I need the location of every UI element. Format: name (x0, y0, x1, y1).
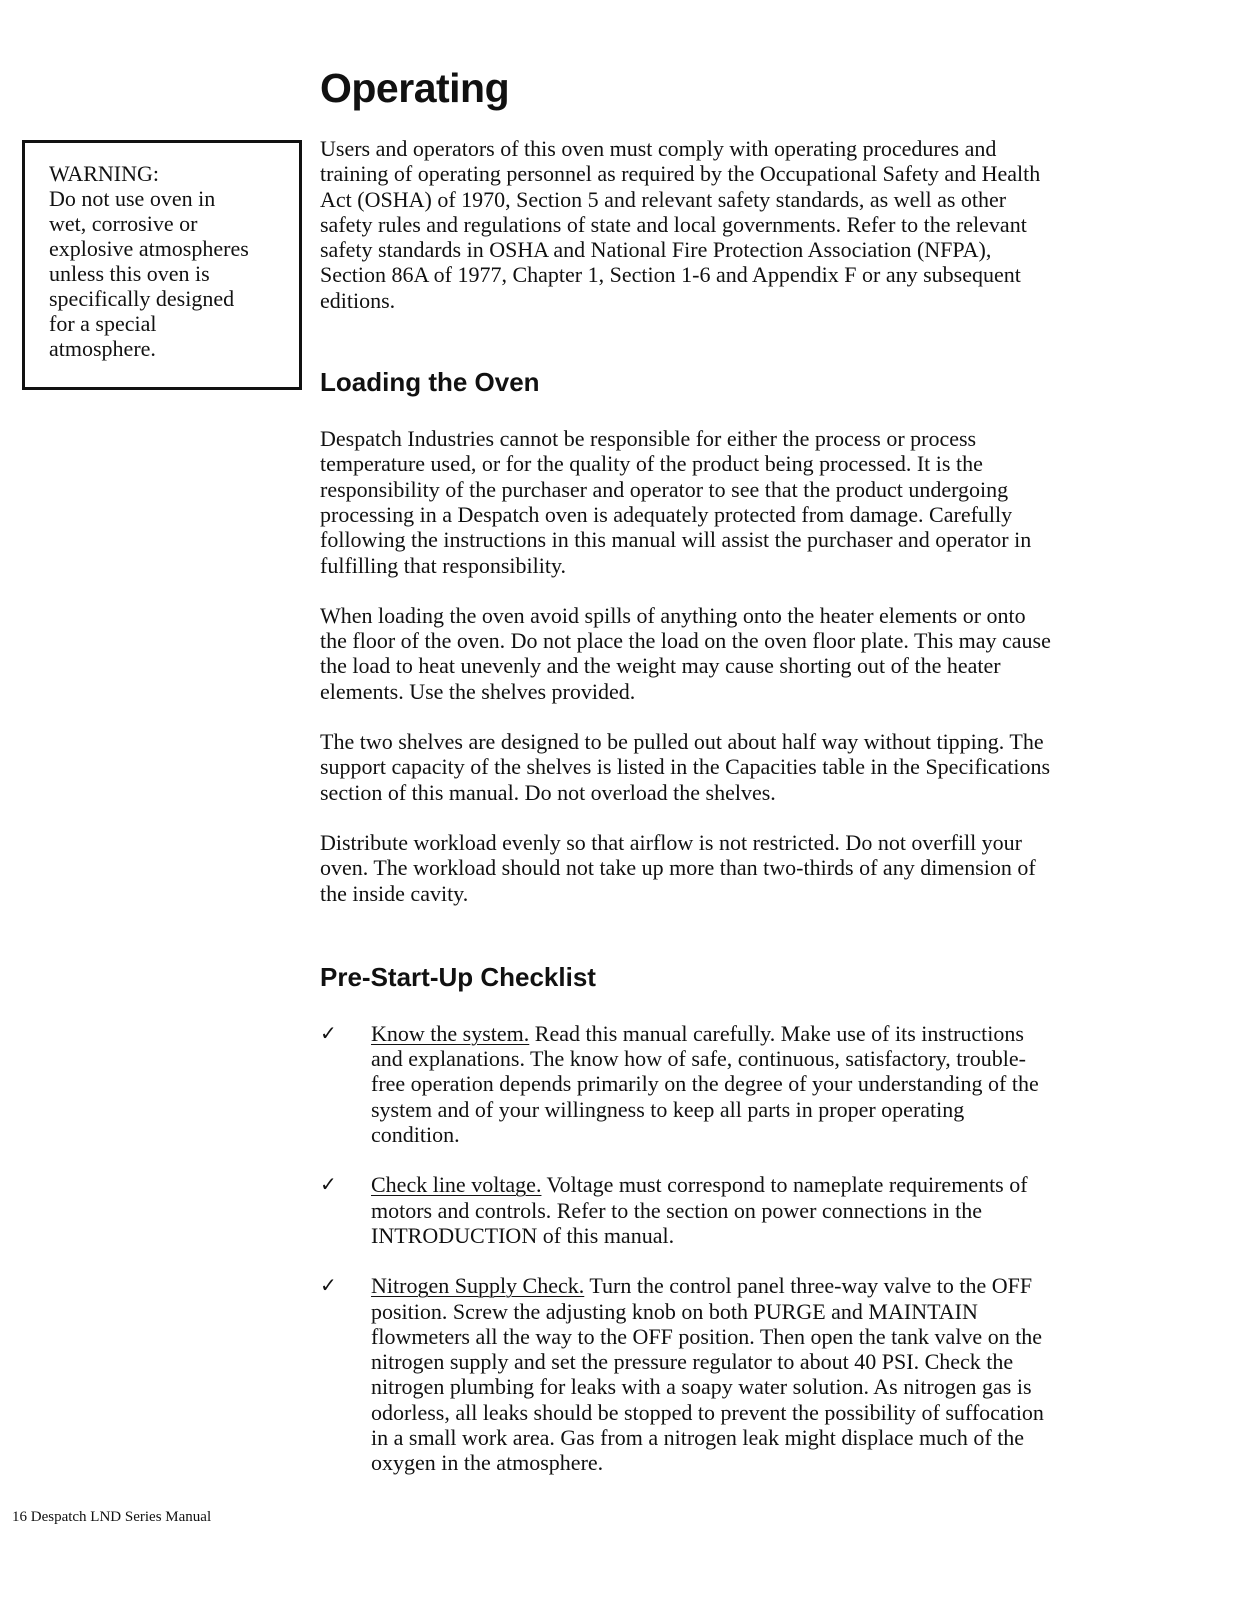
warning-line: for a special (49, 311, 157, 336)
checklist-heading: Pre-Start-Up Checklist (320, 961, 596, 992)
warning-line: wet, corrosive or (49, 211, 198, 236)
loading-paragraph: Despatch Industries cannot be responsible for either the process or process temperature used, or for the quality of the product being processed. It is the responsibility of the purchaser and operator to see that the product undergoing processing in a Despatch oven is adequately protected from damage. Carefully following the instructions in this manual will assist the purchaser and operator in fulfilling that responsibility. (320, 426, 1032, 578)
loading-heading: Loading the Oven (320, 367, 540, 398)
warning-line: WARNING: (49, 161, 159, 186)
checklist-item (320, 1172, 1055, 1248)
checklist-item-lead: Nitrogen Supply Check. (371, 1273, 585, 1299)
checklist-item (320, 1273, 1055, 1475)
warning-line: unless this oven is (49, 261, 210, 286)
warning-line: atmosphere. (49, 336, 156, 361)
page-title: Operating (320, 65, 510, 111)
warning-line: Do not use oven in (49, 186, 216, 211)
loading-paragraph: Distribute workload evenly so that airflow is not restricted. Do not overfill your oven. The workload should not take up more than two-thirds of any dimension of the inside cavity. (320, 829, 1036, 906)
warning-box (22, 140, 302, 390)
checklist-item-text: Voltage must correspond to nameplate requirements of motors and controls. Refer to the section on power connections in the INTRODUCTION of this manual. (371, 1172, 1028, 1248)
intro-paragraph: Users and operators of this oven must comply with operating procedures and training of operating personnel as required by the Occupational Safety and Health Act (OSHA) of 1970, Section 5 and relevant safety standards, as well as other safety rules and regulations of state and local governments. Refer to the relevant safety standards in OSHA and National Fire Protection Association (NFPA), Section 86A of 1977, Chapter 1, Section 1-6 and Appendix F or any subsequent editions. (320, 136, 1041, 313)
checklist-item-lead: Check line voltage. (371, 1172, 542, 1198)
warning-line: specifically designed (49, 286, 235, 311)
checkmark-icon: ✓ (320, 1172, 337, 1197)
checkmark-icon: ✓ (320, 1020, 337, 1045)
main-content (320, 136, 1055, 1476)
page-footer: 16 Despatch LND Series Manual (12, 1509, 212, 1525)
checklist-item (320, 1021, 1055, 1147)
warning-line: explosive atmospheres (49, 236, 249, 261)
loading-paragraph: The two shelves are designed to be pulled out about half way without tipping. The support capacity of the shelves is listed in the Capacities table in the Specifications section of this manual. Do not overload the shelves. (320, 729, 1051, 805)
checkmark-icon: ✓ (320, 1273, 337, 1298)
loading-paragraph: When loading the oven avoid spills of anything onto the heater elements or onto the floor of the oven. Do not place the load on the oven floor plate. This may cause the load to heat unevenly and the weight may cause shorting out of the heater elements. Use the shelves provided. (320, 602, 1051, 704)
checklist-item-text: Turn the control panel three-way valve to the OFF position. Screw the adjusting knob on both PURGE and MAINTAIN flowmeters all the way to the OFF position. Then open the tank valve on the nitrogen supply and set the pressure regulator to about 40 PSI. Check the nitrogen plumbing for leaks with a soapy water solution. As nitrogen gas is odorless, all leaks should be stopped to prevent the possibility of suffocation in a small work area. Gas from a nitrogen leak might displace much of the oxygen in the atmosphere. (371, 1273, 1044, 1476)
checklist-item-lead: Know the system. (371, 1020, 530, 1046)
checklist-item-text: Read this manual carefully. Make use of its instructions and explanations. The know how of safe, continuous, satisfactory, trouble-free operation depends primarily on the degree of your understanding of the system and of your willingness to keep all parts in proper operating condition. (371, 1020, 1039, 1148)
